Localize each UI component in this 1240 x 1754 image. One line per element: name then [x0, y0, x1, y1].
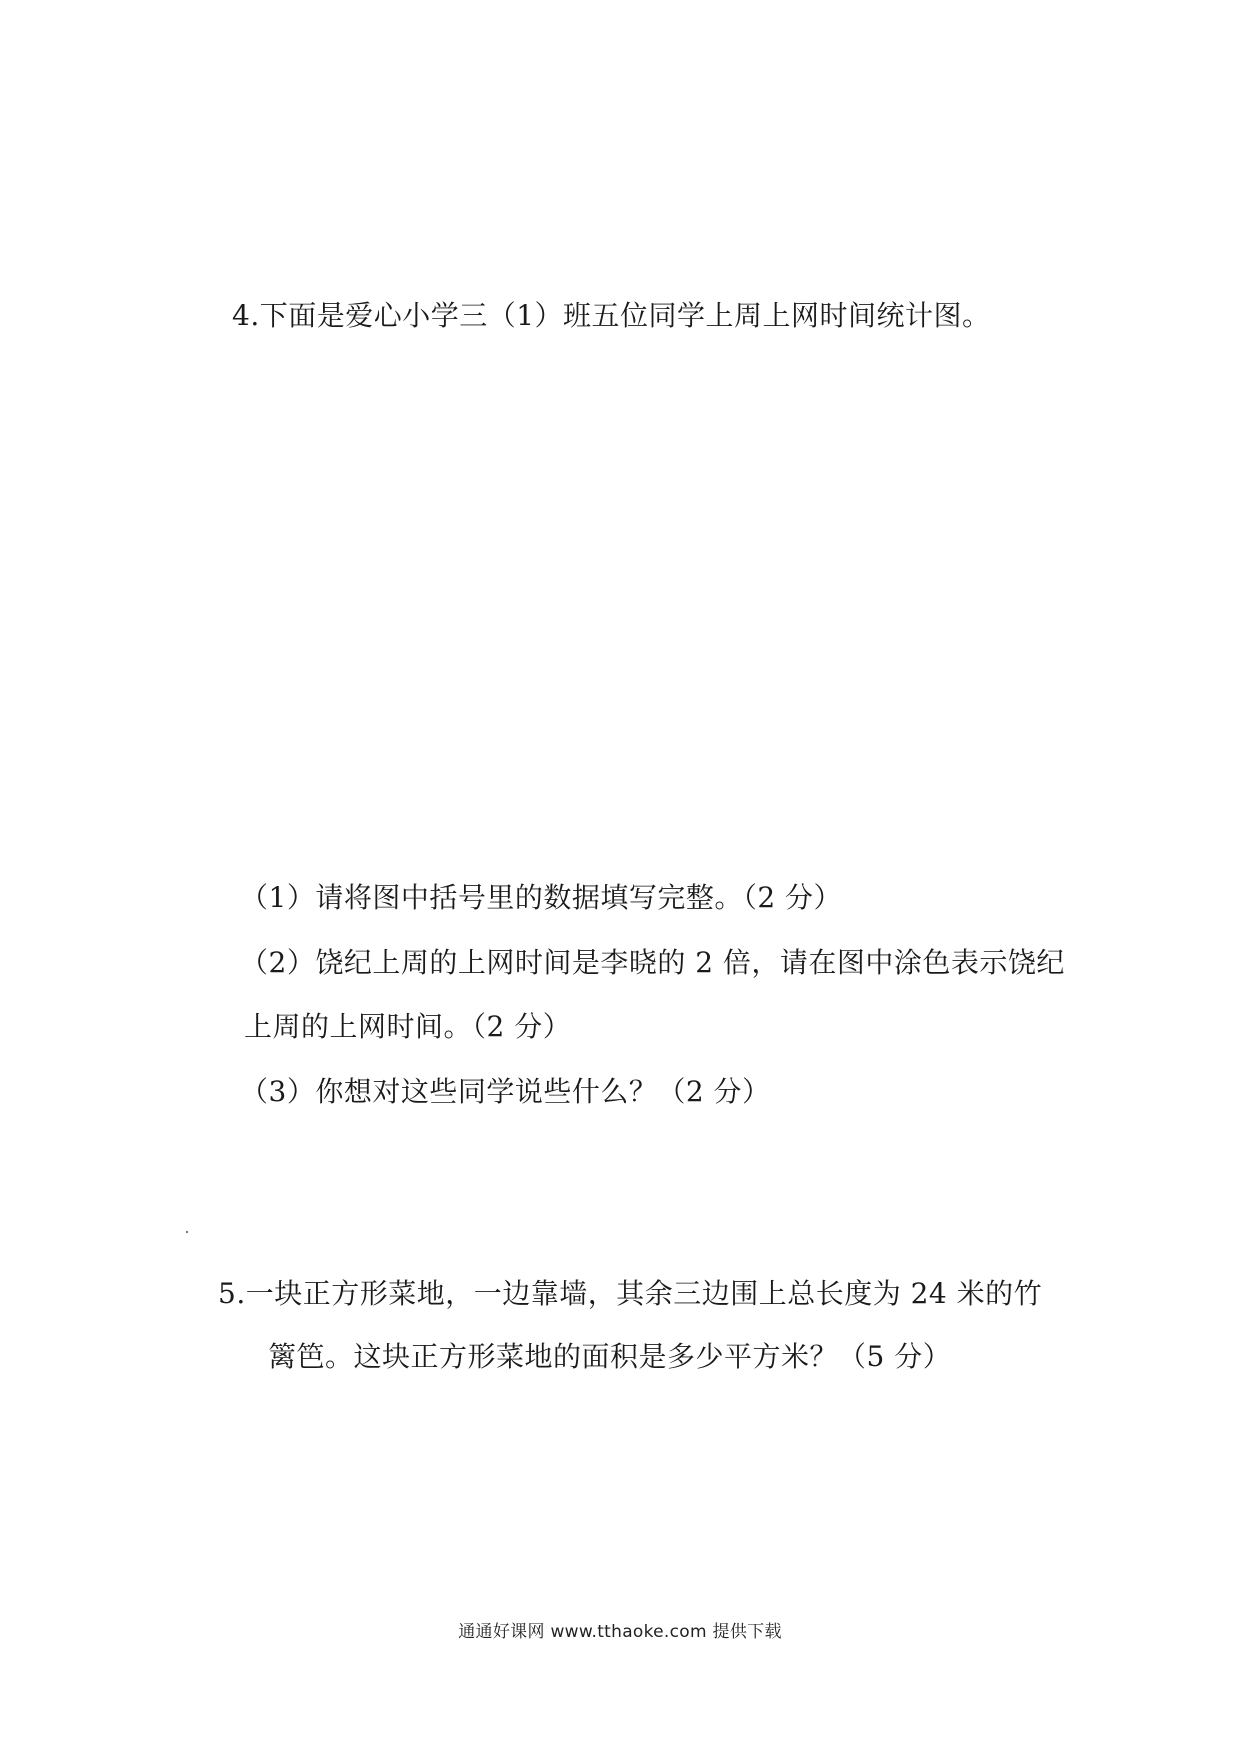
scan-speck: [186, 1231, 188, 1233]
question-4-part-3: （3）你想对这些同学说些什么？（2 分）: [240, 1075, 771, 1108]
question-5-line-1: 5.一块正方形菜地，一边靠墙，其余三边围上总长度为 24 米的竹: [218, 1277, 1043, 1310]
question-4-title: 4.下面是爱心小学三（1）班五位同学上周上网时间统计图。: [232, 299, 991, 332]
question-5-line-2: 篱笆。这块正方形菜地的面积是多少平方米？（5 分）: [268, 1340, 952, 1373]
question-4-part-2-line-2: 上周的上网时间。（2 分）: [244, 1010, 572, 1043]
page-footer: 通通好课网 www.tthaoke.com 提供下载: [458, 1622, 782, 1642]
question-4-part-2-line-1: （2）饶纪上周的上网时间是李晓的 2 倍，请在图中涂色表示饶纪: [240, 946, 1065, 979]
question-4-part-1: （1）请将图中括号里的数据填写完整。（2 分）: [240, 881, 843, 914]
